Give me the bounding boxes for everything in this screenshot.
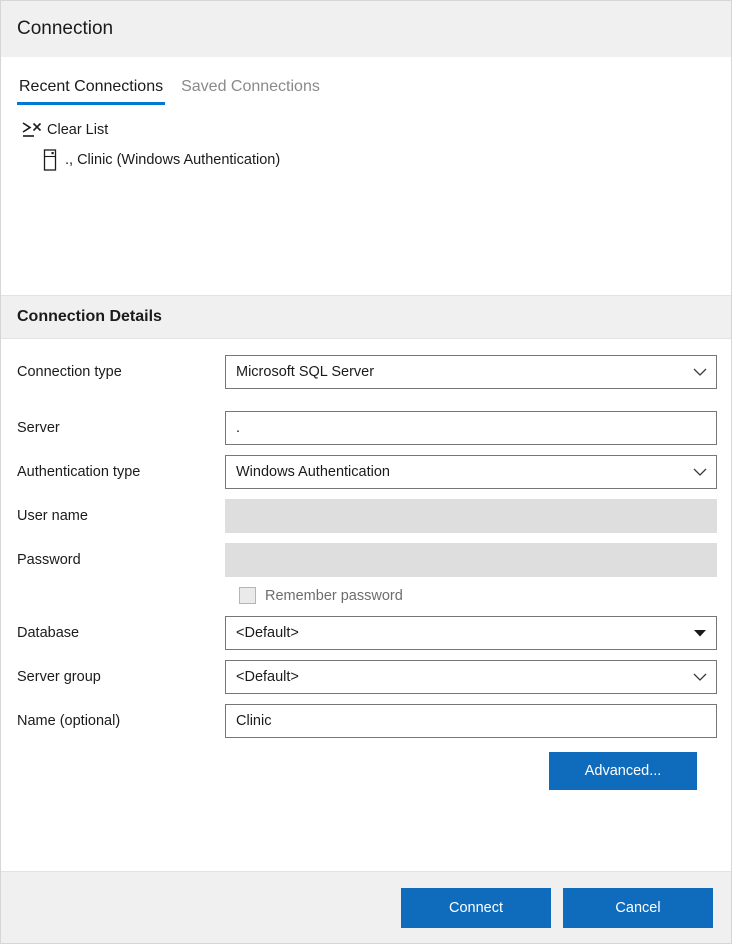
field-server (17, 411, 715, 445)
server-value: . (236, 420, 241, 436)
remember-password-checkbox[interactable] (239, 587, 256, 604)
field-name-optional (17, 704, 715, 738)
chevron-down-icon (692, 669, 708, 685)
chevron-down-icon (692, 464, 708, 480)
field-connection-type (17, 355, 715, 389)
recent-connection-label: ., Clinic (Windows Authentication) (65, 152, 281, 168)
cancel-button[interactable]: Cancel (563, 888, 713, 928)
chevron-down-icon (692, 364, 708, 380)
connection-details-header (1, 295, 731, 339)
field-database (17, 616, 715, 650)
field-authentication-type (17, 455, 715, 489)
dialog-title: Connection (17, 18, 114, 39)
name-optional-input[interactable] (225, 704, 717, 738)
recent-connection-item[interactable] (17, 145, 715, 175)
database-select[interactable] (225, 616, 717, 650)
tab-list (17, 57, 715, 105)
server-group-label: Server group (17, 669, 101, 685)
server-group-value: <Default> (236, 669, 299, 685)
database-value: <Default> (236, 625, 299, 641)
password-label: Password (17, 552, 81, 568)
connect-button[interactable]: Connect (401, 888, 551, 928)
user-name-label: User name (17, 508, 88, 524)
tab-recent-connections[interactable]: Recent Connections (17, 78, 165, 105)
server-icon (35, 148, 65, 172)
connection-type-select[interactable] (225, 355, 717, 389)
tabs-area (1, 57, 731, 105)
dialog-title-bar (1, 1, 731, 57)
connection-type-label: Connection type (17, 364, 122, 380)
name-optional-label: Name (optional) (17, 713, 121, 729)
clear-list-icon (17, 118, 47, 142)
field-password (17, 543, 715, 577)
field-user-name (17, 499, 715, 533)
server-group-select[interactable] (225, 660, 717, 694)
field-server-group (17, 660, 715, 694)
advanced-row (17, 752, 715, 790)
connection-details-title: Connection Details (17, 308, 162, 325)
authentication-type-label: Authentication type (17, 464, 141, 480)
user-name-input (225, 499, 717, 533)
caret-down-icon (692, 625, 708, 641)
tab-saved-connections[interactable]: Saved Connections (181, 78, 320, 95)
authentication-type-value: Windows Authentication (236, 464, 390, 480)
server-label: Server (17, 420, 60, 436)
clear-list-button[interactable] (17, 115, 715, 145)
name-optional-value: Clinic (236, 713, 272, 729)
authentication-type-select[interactable] (225, 455, 717, 489)
dialog-footer (1, 871, 731, 943)
connection-details-form (1, 339, 731, 871)
database-label: Database (17, 625, 80, 641)
connection-type-value: Microsoft SQL Server (236, 364, 375, 380)
recent-connections-panel (1, 105, 731, 295)
advanced-button[interactable]: Advanced... (549, 752, 697, 790)
clear-list-label: Clear List (47, 122, 109, 138)
field-remember-password (17, 587, 715, 604)
server-input[interactable] (225, 411, 717, 445)
password-input (225, 543, 717, 577)
remember-password-label: Remember password (265, 587, 403, 604)
